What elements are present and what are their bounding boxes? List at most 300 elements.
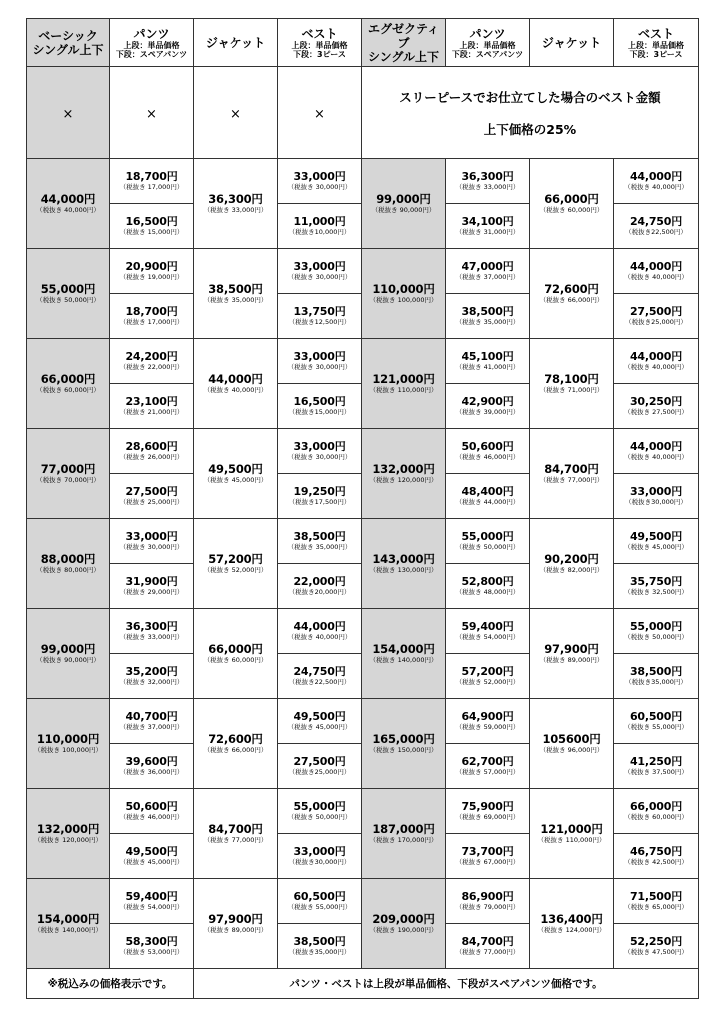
vest-three-piece-cell-tax-excluded: （税抜き12,500円） — [288, 318, 351, 326]
x-pants: × — [110, 67, 194, 159]
exec-jacket-price-cell — [530, 789, 614, 879]
table-row — [27, 249, 699, 294]
exec-vest-single-cell-tax-excluded: （税抜き 40,000円） — [624, 273, 688, 281]
basic-price-cell — [27, 339, 110, 429]
exec-pants-single-cell — [446, 699, 530, 744]
basic-price-cell-price: 77,000円 — [40, 461, 96, 476]
exec-pants-single-cell-tax-excluded: （税抜き 54,000円） — [455, 633, 520, 641]
exec-pants-single-cell-tax-excluded: （税抜き 50,000円） — [455, 543, 520, 551]
exec-pants-single-cell — [446, 249, 530, 294]
pants-single-cell-price: 33,000円 — [125, 530, 178, 543]
vest-three-piece-cell-price: 16,500円 — [293, 395, 346, 408]
basic-price-cell — [27, 519, 110, 609]
table-row — [27, 879, 699, 924]
header-exec: エグゼクティブ シングル上下 — [362, 19, 446, 67]
vest-single-cell — [278, 159, 362, 204]
jacket-price-cell — [194, 249, 278, 339]
vest-single-cell-tax-excluded: （税抜き 45,000円） — [287, 723, 352, 731]
exec-vest-three-piece-cell-price: 38,500円 — [629, 665, 683, 678]
exec-pants-single-cell-tax-excluded: （税抜き 59,000円） — [455, 723, 520, 731]
exec-price-cell-price: 209,000円 — [372, 911, 435, 926]
exec-pants-single-cell-price: 50,600円 — [461, 440, 514, 453]
basic-price-cell-tax-excluded: （税抜き 60,000円） — [36, 385, 100, 394]
exec-price-cell-tax-excluded: （税抜き 100,000円） — [369, 295, 438, 304]
pants-spare-cell — [110, 204, 194, 249]
vest-single-cell — [278, 339, 362, 384]
jacket-price-cell-tax-excluded: （税抜き 66,000円） — [203, 745, 268, 754]
pants-single-cell — [110, 879, 194, 924]
basic-price-cell-tax-excluded: （税抜き 40,000円） — [36, 205, 100, 214]
pants-spare-cell-tax-excluded: （税抜き 17,000円） — [119, 318, 184, 326]
vest-three-piece-cell — [278, 924, 362, 969]
basic-price-cell — [27, 429, 110, 519]
exec-jacket-price-cell — [530, 159, 614, 249]
pants-spare-cell — [110, 834, 194, 879]
jacket-price-cell — [194, 339, 278, 429]
exec-pants-single-cell-price: 55,000円 — [461, 530, 514, 543]
exec-pants-single-cell — [446, 879, 530, 924]
exec-vest-single-cell — [614, 789, 699, 834]
vest-single-cell-price: 55,000円 — [293, 800, 346, 813]
vest-single-cell-tax-excluded: （税抜き 30,000円） — [287, 363, 352, 371]
jacket-price-cell — [194, 699, 278, 789]
exec-vest-three-piece-cell-tax-excluded: （税抜き 32,500円） — [624, 588, 688, 596]
basic-price-cell-price: 154,000円 — [36, 911, 100, 926]
pants-spare-cell-tax-excluded: （税抜き 53,000円） — [119, 948, 184, 956]
exec-pants-single-cell-price: 86,900円 — [461, 890, 514, 903]
exec-jacket-price-cell — [530, 429, 614, 519]
pants-spare-cell-tax-excluded: （税抜き 29,000円） — [119, 588, 184, 596]
exec-vest-three-piece-cell-tax-excluded: （税抜き 47,500円） — [624, 948, 688, 956]
exec-vest-single-cell — [614, 519, 699, 564]
header-vest: ベスト 上段：単品価格 下段：3ピース — [278, 19, 362, 67]
pants-single-cell-tax-excluded: （税抜き 33,000円） — [119, 633, 184, 641]
exec-jacket-price-cell — [530, 609, 614, 699]
exec-pants-spare-cell-tax-excluded: （税抜き 52,000円） — [455, 678, 520, 686]
x-jacket: × — [194, 67, 278, 159]
exec-pants-single-cell-tax-excluded: （税抜き 46,000円） — [455, 453, 520, 461]
exec-price-cell-tax-excluded: （税抜き 110,000円） — [369, 385, 438, 394]
exec-price-cell — [362, 789, 446, 879]
pants-single-cell-price: 20,900円 — [125, 260, 178, 273]
exec-price-cell-price: 99,000円 — [376, 191, 431, 206]
pants-single-cell-tax-excluded: （税抜き 46,000円） — [119, 813, 184, 821]
exec-price-cell — [362, 609, 446, 699]
vest-three-piece-cell-tax-excluded: （税抜き22,500円） — [288, 678, 351, 686]
vest-single-cell-price: 33,000円 — [293, 350, 346, 363]
pants-single-cell-price: 40,700円 — [125, 710, 178, 723]
vest-single-cell-tax-excluded: （税抜き 30,000円） — [287, 273, 352, 281]
vest-three-piece-cell — [278, 204, 362, 249]
pants-spare-cell-tax-excluded: （税抜き 25,000円） — [119, 498, 184, 506]
jacket-price-cell — [194, 609, 278, 699]
vest-single-cell-tax-excluded: （税抜き 40,000円） — [287, 633, 352, 641]
exec-jacket-price-cell-price: 78,100円 — [544, 371, 599, 386]
exec-vest-single-cell — [614, 699, 699, 744]
exec-price-cell — [362, 699, 446, 789]
basic-price-cell-price: 88,000円 — [40, 551, 96, 566]
exec-vest-three-piece-cell-tax-excluded: （税抜き22,500円） — [625, 228, 687, 236]
exec-jacket-price-cell-price: 90,200円 — [544, 551, 599, 566]
exec-price-cell-price: 121,000円 — [372, 371, 435, 386]
exec-price-cell-price: 110,000円 — [372, 281, 435, 296]
pants-spare-cell — [110, 564, 194, 609]
exec-vest-single-cell-tax-excluded: （税抜き 40,000円） — [624, 183, 688, 191]
exec-jacket-price-cell-price: 105600円 — [542, 731, 601, 746]
vest-three-piece-cell-price: 13,750円 — [293, 305, 346, 318]
exec-vest-single-cell-tax-excluded: （税抜き 45,000円） — [624, 543, 688, 551]
exec-jacket-price-cell-tax-excluded: （税抜き 77,000円） — [539, 475, 604, 484]
exec-pants-single-cell-tax-excluded: （税抜き 37,000円） — [455, 273, 520, 281]
exec-pants-spare-cell — [446, 654, 530, 699]
pants-single-cell-price: 59,400円 — [125, 890, 178, 903]
exec-vest-three-piece-cell-tax-excluded: （税抜き 37,500円） — [624, 768, 688, 776]
exec-jacket-price-cell-price: 97,900円 — [544, 641, 599, 656]
jacket-price-cell-tax-excluded: （税抜き 35,000円） — [203, 295, 268, 304]
vest-three-piece-cell-tax-excluded: （税抜き25,000円） — [288, 768, 351, 776]
exec-jacket-price-cell — [530, 699, 614, 789]
exec-vest-three-piece-cell — [614, 294, 699, 339]
exec-jacket-price-cell — [530, 519, 614, 609]
exec-vest-single-cell — [614, 609, 699, 654]
pants-single-cell — [110, 609, 194, 654]
vest-single-cell-tax-excluded: （税抜き 50,000円） — [287, 813, 352, 821]
vest-three-piece-cell — [278, 564, 362, 609]
exec-vest-single-cell-tax-excluded: （税抜き 50,000円） — [624, 633, 688, 641]
exec-vest-single-cell-price: 71,500円 — [629, 890, 683, 903]
exec-pants-spare-cell-price: 48,400円 — [461, 485, 514, 498]
exec-price-cell-price: 187,000円 — [372, 821, 435, 836]
exec-jacket-price-cell-tax-excluded: （税抜き 60,000円） — [539, 205, 604, 214]
exec-vest-single-cell-price: 60,500円 — [629, 710, 683, 723]
jacket-price-cell-tax-excluded: （税抜き 52,000円） — [203, 565, 268, 574]
vest-three-piece-cell-price: 24,750円 — [293, 665, 346, 678]
exec-pants-spare-cell-tax-excluded: （税抜き 67,000円） — [455, 858, 520, 866]
exec-vest-three-piece-cell — [614, 564, 699, 609]
exec-pants-spare-cell — [446, 744, 530, 789]
exec-vest-three-piece-cell — [614, 384, 699, 429]
exec-price-cell-tax-excluded: （税抜き 140,000円） — [369, 655, 438, 664]
jacket-price-cell — [194, 429, 278, 519]
pants-single-cell-price: 36,300円 — [125, 620, 178, 633]
vest-three-piece-cell — [278, 384, 362, 429]
exec-pants-single-cell-tax-excluded: （税抜き 41,000円） — [455, 363, 520, 371]
exec-pants-single-cell-price: 59,400円 — [461, 620, 514, 633]
exec-price-cell-tax-excluded: （税抜き 150,000円） — [369, 745, 438, 754]
exec-vest-single-cell-price: 44,000円 — [629, 170, 683, 183]
exec-jacket-price-cell-price: 84,700円 — [544, 461, 599, 476]
header-jacket: ジャケット — [194, 19, 278, 67]
vest-single-cell — [278, 429, 362, 474]
exec-vest-single-cell-price: 44,000円 — [629, 350, 683, 363]
pants-spare-cell-tax-excluded: （税抜き 45,000円） — [119, 858, 184, 866]
table-row — [27, 519, 699, 564]
pants-single-cell — [110, 249, 194, 294]
exec-jacket-price-cell-tax-excluded: （税抜き 110,000円） — [537, 835, 606, 844]
header-vest-exec: ベスト 上段：単品価格 下段：3ピース — [614, 19, 699, 67]
exec-vest-single-cell-price: 55,000円 — [629, 620, 683, 633]
vest-single-cell — [278, 609, 362, 654]
pants-spare-cell-price: 31,900円 — [125, 575, 178, 588]
basic-price-cell-price: 44,000円 — [40, 191, 96, 206]
exec-pants-single-cell-price: 75,900円 — [461, 800, 514, 813]
pants-spare-cell-tax-excluded: （税抜き 36,000円） — [119, 768, 184, 776]
vest-single-cell-price: 60,500円 — [293, 890, 346, 903]
exec-vest-three-piece-cell-price: 46,750円 — [629, 845, 683, 858]
basic-price-cell-tax-excluded: （税抜き 70,000円） — [36, 475, 100, 484]
basic-price-cell — [27, 249, 110, 339]
basic-price-cell-price: 110,000円 — [36, 731, 100, 746]
vest-single-cell-price: 33,000円 — [293, 260, 346, 273]
exec-price-cell — [362, 429, 446, 519]
vest-three-piece-cell — [278, 474, 362, 519]
exec-vest-three-piece-cell-price: 24,750円 — [629, 215, 683, 228]
exec-pants-single-cell-price: 36,300円 — [461, 170, 514, 183]
three-piece-note: スリーピースでお仕立てした場合のベスト金額 上下価格の25% — [362, 67, 699, 159]
basic-price-cell-tax-excluded: （税抜き 80,000円） — [36, 565, 100, 574]
exec-pants-spare-cell-tax-excluded: （税抜き 39,000円） — [455, 408, 520, 416]
basic-price-cell — [27, 159, 110, 249]
vest-three-piece-cell-price: 22,000円 — [293, 575, 346, 588]
table-row — [27, 699, 699, 744]
x-basic: × — [27, 67, 110, 159]
vest-three-piece-cell — [278, 654, 362, 699]
pants-spare-cell-price: 27,500円 — [125, 485, 178, 498]
exec-pants-single-cell — [446, 519, 530, 564]
pants-spare-cell — [110, 384, 194, 429]
exec-price-cell-tax-excluded: （税抜き 120,000円） — [369, 475, 438, 484]
pants-spare-cell-price: 58,300円 — [125, 935, 178, 948]
vest-single-cell-price: 44,000円 — [293, 620, 346, 633]
exec-pants-single-cell — [446, 159, 530, 204]
pants-spare-cell-tax-excluded: （税抜き 21,000円） — [119, 408, 184, 416]
vest-single-cell — [278, 249, 362, 294]
jacket-price-cell-tax-excluded: （税抜き 60,000円） — [203, 655, 268, 664]
vest-three-piece-cell-price: 38,500円 — [293, 935, 346, 948]
exec-pants-spare-cell-tax-excluded: （税抜き 44,000円） — [455, 498, 520, 506]
pants-single-cell-tax-excluded: （税抜き 37,000円） — [119, 723, 184, 731]
exec-price-cell — [362, 879, 446, 969]
pants-spare-cell-price: 18,700円 — [125, 305, 178, 318]
footer-row — [27, 969, 699, 999]
exec-pants-single-cell — [446, 609, 530, 654]
header-pants: パンツ 上段：単品価格 下段：スペアパンツ — [110, 19, 194, 67]
exec-jacket-price-cell-tax-excluded: （税抜き 66,000円） — [539, 295, 604, 304]
exec-jacket-price-cell-price: 121,000円 — [540, 821, 603, 836]
header-basic: ベーシック シングル上下 — [27, 19, 110, 67]
exec-pants-spare-cell-price: 38,500円 — [461, 305, 514, 318]
exec-vest-three-piece-cell — [614, 924, 699, 969]
exec-jacket-price-cell — [530, 339, 614, 429]
exec-vest-single-cell-tax-excluded: （税抜き 55,000円） — [624, 723, 688, 731]
vest-single-cell-tax-excluded: （税抜き 30,000円） — [287, 183, 352, 191]
jacket-price-cell-price: 38,500円 — [208, 281, 263, 296]
exec-jacket-price-cell-tax-excluded: （税抜き 82,000円） — [539, 565, 604, 574]
exec-vest-single-cell-price: 44,000円 — [629, 440, 683, 453]
exec-vest-single-cell — [614, 249, 699, 294]
vest-three-piece-cell-price: 11,000円 — [293, 215, 346, 228]
exec-vest-three-piece-cell-price: 27,500円 — [629, 305, 683, 318]
exec-pants-spare-cell — [446, 204, 530, 249]
jacket-price-cell-price: 49,500円 — [208, 461, 263, 476]
exec-pants-spare-cell — [446, 474, 530, 519]
vest-three-piece-cell — [278, 744, 362, 789]
exec-vest-three-piece-cell-tax-excluded: （税抜き25,000円） — [625, 318, 687, 326]
exec-vest-single-cell-price: 44,000円 — [629, 260, 683, 273]
exec-jacket-price-cell-price: 136,400円 — [540, 911, 603, 926]
pants-single-cell-tax-excluded: （税抜き 19,000円） — [119, 273, 184, 281]
exec-pants-single-cell-tax-excluded: （税抜き 79,000円） — [455, 903, 520, 911]
basic-price-cell-tax-excluded: （税抜き 90,000円） — [36, 655, 100, 664]
vest-three-piece-cell-tax-excluded: （税抜き35,000円） — [288, 948, 351, 956]
pants-single-cell-tax-excluded: （税抜き 22,000円） — [119, 363, 184, 371]
vest-three-piece-cell-price: 33,000円 — [293, 845, 346, 858]
pants-single-cell — [110, 159, 194, 204]
exec-vest-three-piece-cell-price: 52,250円 — [629, 935, 683, 948]
exec-price-cell — [362, 159, 446, 249]
pants-spare-cell-price: 49,500円 — [125, 845, 178, 858]
exec-price-cell-price: 132,000円 — [372, 461, 435, 476]
jacket-price-cell-tax-excluded: （税抜き 45,000円） — [203, 475, 268, 484]
exec-vest-three-piece-cell-price: 30,250円 — [629, 395, 683, 408]
exec-pants-spare-cell — [446, 834, 530, 879]
exec-pants-spare-cell — [446, 924, 530, 969]
exec-jacket-price-cell-price: 66,000円 — [544, 191, 599, 206]
jacket-price-cell — [194, 159, 278, 249]
vest-three-piece-cell-tax-excluded: （税抜き15,000円） — [288, 408, 351, 416]
exec-pants-spare-cell-price: 34,100円 — [461, 215, 514, 228]
jacket-price-cell-price: 97,900円 — [208, 911, 263, 926]
exec-pants-spare-cell-price: 84,700円 — [461, 935, 514, 948]
header-pants-exec: パンツ 上段：単品価格 下段：スペアパンツ — [446, 19, 530, 67]
jacket-price-cell — [194, 789, 278, 879]
exec-vest-single-cell-price: 49,500円 — [629, 530, 683, 543]
exec-vest-single-cell-tax-excluded: （税抜き 65,000円） — [624, 903, 688, 911]
basic-price-cell-price: 132,000円 — [36, 821, 100, 836]
exec-pants-spare-cell — [446, 384, 530, 429]
exec-vest-single-cell — [614, 429, 699, 474]
exec-vest-three-piece-cell-tax-excluded: （税抜き 27,500円） — [624, 408, 688, 416]
exec-price-cell-price: 154,000円 — [372, 641, 435, 656]
vest-single-cell-tax-excluded: （税抜き 35,000円） — [287, 543, 352, 551]
jacket-price-cell-tax-excluded: （税抜き 89,000円） — [203, 925, 268, 934]
price-table — [26, 18, 699, 999]
exec-vest-single-cell-tax-excluded: （税抜き 40,000円） — [624, 363, 688, 371]
pants-single-cell — [110, 789, 194, 834]
vest-single-cell-tax-excluded: （税抜き 55,000円） — [287, 903, 352, 911]
jacket-price-cell-price: 36,300円 — [208, 191, 263, 206]
exec-jacket-price-cell-tax-excluded: （税抜き 96,000円） — [539, 745, 604, 754]
jacket-price-cell-price: 72,600円 — [208, 731, 263, 746]
vest-three-piece-cell-tax-excluded: （税抜き20,000円） — [288, 588, 351, 596]
pants-spare-cell-tax-excluded: （税抜き 32,000円） — [119, 678, 184, 686]
exec-pants-single-cell-price: 45,100円 — [461, 350, 514, 363]
basic-price-cell — [27, 789, 110, 879]
exec-pants-spare-cell-tax-excluded: （税抜き 35,000円） — [455, 318, 520, 326]
exec-price-cell-price: 165,000円 — [372, 731, 435, 746]
jacket-price-cell-price: 66,000円 — [208, 641, 263, 656]
vest-three-piece-cell-price: 27,500円 — [293, 755, 346, 768]
basic-price-cell-price: 55,000円 — [40, 281, 96, 296]
footer-left-note: ※税込みの価格表示です。 — [27, 969, 194, 999]
exec-price-cell — [362, 249, 446, 339]
jacket-price-cell-tax-excluded: （税抜き 33,000円） — [203, 205, 268, 214]
exec-vest-three-piece-cell-tax-excluded: （税抜き35,000円） — [625, 678, 687, 686]
pants-spare-cell — [110, 924, 194, 969]
exec-pants-spare-cell-tax-excluded: （税抜き 48,000円） — [455, 588, 520, 596]
pants-spare-cell — [110, 654, 194, 699]
basic-price-cell-tax-excluded: （税抜き 140,000円） — [34, 925, 102, 934]
vest-single-cell — [278, 879, 362, 924]
pants-single-cell-price: 28,600円 — [125, 440, 178, 453]
vest-single-cell — [278, 789, 362, 834]
exec-jacket-price-cell — [530, 249, 614, 339]
exec-pants-spare-cell-price: 62,700円 — [461, 755, 514, 768]
vest-single-cell-price: 49,500円 — [293, 710, 346, 723]
exec-pants-single-cell-price: 47,000円 — [461, 260, 514, 273]
basic-price-cell — [27, 699, 110, 789]
exec-jacket-price-cell-tax-excluded: （税抜き 124,000円） — [537, 925, 606, 934]
jacket-price-cell-tax-excluded: （税抜き 40,000円） — [203, 385, 268, 394]
vest-single-cell-price: 38,500円 — [293, 530, 346, 543]
pants-single-cell-tax-excluded: （税抜き 26,000円） — [119, 453, 184, 461]
jacket-price-cell-tax-excluded: （税抜き 77,000円） — [203, 835, 268, 844]
exec-jacket-price-cell-tax-excluded: （税抜き 71,000円） — [539, 385, 604, 394]
vest-single-cell — [278, 519, 362, 564]
pants-spare-cell — [110, 744, 194, 789]
exec-price-cell-price: 143,000円 — [372, 551, 435, 566]
exec-vest-three-piece-cell-tax-excluded: （税抜き30,000円） — [625, 498, 687, 506]
exec-price-cell-tax-excluded: （税抜き 190,000円） — [369, 925, 438, 934]
exec-vest-three-piece-cell — [614, 654, 699, 699]
table-row — [27, 789, 699, 834]
exec-vest-single-cell — [614, 879, 699, 924]
basic-price-cell-price: 99,000円 — [40, 641, 96, 656]
vest-three-piece-cell-tax-excluded: （税抜き10,000円） — [288, 228, 351, 236]
pants-spare-cell-price: 35,200円 — [125, 665, 178, 678]
exec-price-cell — [362, 519, 446, 609]
table-row — [27, 339, 699, 384]
pants-single-cell — [110, 519, 194, 564]
pants-single-cell — [110, 429, 194, 474]
exec-pants-single-cell-tax-excluded: （税抜き 33,000円） — [455, 183, 520, 191]
pants-single-cell-tax-excluded: （税抜き 17,000円） — [119, 183, 184, 191]
jacket-price-cell-price: 57,200円 — [208, 551, 263, 566]
vest-single-cell — [278, 699, 362, 744]
x-row — [27, 67, 699, 159]
pants-single-cell-tax-excluded: （税抜き 30,000円） — [119, 543, 184, 551]
table-row — [27, 159, 699, 204]
exec-pants-spare-cell-tax-excluded: （税抜き 77,000円） — [455, 948, 520, 956]
vest-three-piece-cell — [278, 294, 362, 339]
pants-spare-cell — [110, 474, 194, 519]
exec-pants-spare-cell-price: 73,700円 — [461, 845, 514, 858]
pants-spare-cell — [110, 294, 194, 339]
exec-vest-single-cell-price: 66,000円 — [629, 800, 683, 813]
pants-single-cell — [110, 699, 194, 744]
exec-pants-spare-cell — [446, 564, 530, 609]
exec-vest-three-piece-cell — [614, 474, 699, 519]
vest-single-cell-price: 33,000円 — [293, 440, 346, 453]
jacket-price-cell — [194, 519, 278, 609]
vest-three-piece-cell — [278, 834, 362, 879]
exec-pants-spare-cell-price: 42,900円 — [461, 395, 514, 408]
exec-vest-three-piece-cell-price: 35,750円 — [629, 575, 683, 588]
exec-jacket-price-cell-price: 72,600円 — [544, 281, 599, 296]
exec-pants-spare-cell-price: 57,200円 — [461, 665, 514, 678]
pants-spare-cell-price: 23,100円 — [125, 395, 178, 408]
header-row — [27, 19, 699, 67]
